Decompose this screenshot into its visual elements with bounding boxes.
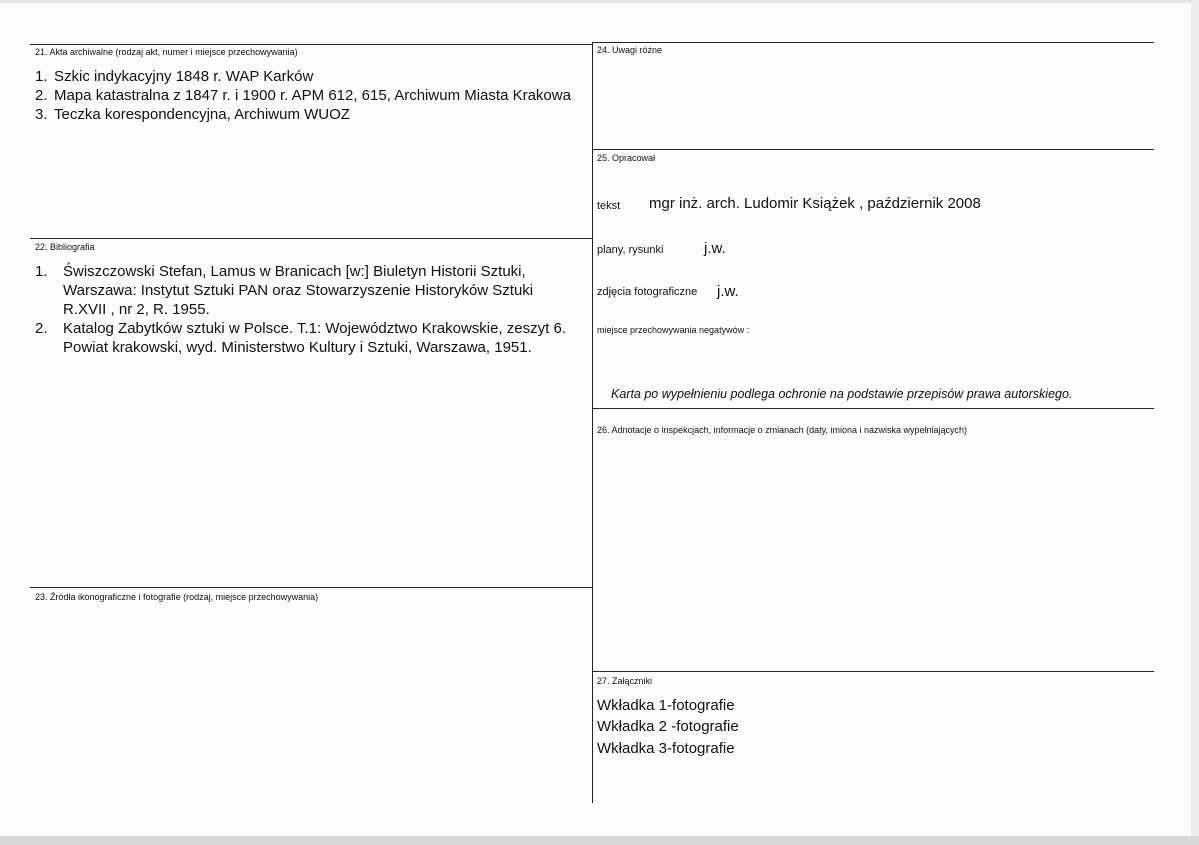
section-27-label: 27. Załączniki — [597, 676, 653, 686]
text-author-value: mgr inż. arch. Ludomir Książek , październik 2008 — [649, 195, 981, 212]
item-number: 2. — [35, 320, 48, 337]
item-number: 2. — [35, 87, 48, 104]
rule-25 — [593, 149, 1154, 150]
scan-edge-top — [0, 0, 1199, 3]
item-text: Mapa katastralna z 1847 r. i 1900 r. APM 612, 615, Archiwum Miasta Krakowa — [54, 87, 571, 104]
section-21-label: 21. Akta archiwalne (rodzaj akt, numer i miejsce przechowywania) — [35, 47, 298, 57]
item-number: 1. — [35, 68, 48, 85]
column-divider — [592, 42, 593, 803]
list-item — [35, 67, 585, 86]
list-item — [35, 86, 585, 105]
list-item — [35, 105, 585, 124]
item-text: Szkic indykacyjny 1848 r. WAP Karków — [54, 68, 314, 85]
section-25-label: 25. Opracował — [597, 153, 656, 163]
bibliography-list — [35, 262, 575, 357]
scan-edge-right — [1191, 0, 1199, 845]
section-24-label: 24. Uwagi różne — [597, 45, 663, 55]
scan-edge-bottom — [0, 836, 1199, 845]
copyright-note: Karta po wypełnieniu podlega ochronie na podstawie przepisów prawa autorskiego. — [611, 387, 1073, 401]
top-rule-right — [593, 42, 1154, 43]
item-text: Teczka korespondencyjna, Archiwum WUOZ — [54, 106, 350, 123]
rule-22 — [30, 238, 592, 239]
section-22-label: 22. Bibliografia — [35, 242, 95, 252]
item-text: Świszczowski Stefan, Lamus w Branicach [w:] Biuletyn Historii Sztuki, Warszawa: Instytut Sztuki PAN oraz Stowarzyszenie Historyków Sztuki R.XVII , nr 2, R. 1955. — [63, 263, 534, 318]
rule-23 — [30, 587, 592, 588]
plans-value: j.w. — [704, 240, 726, 257]
section-26-label: 26. Adnotacje o inspekcjach, informacje o zmianach (daty, imiona i nazwiska wypełniających) — [597, 425, 968, 435]
item-text: Katalog Zabytków sztuki w Polsce. T.1: Województwo Krakowskie, zeszyt 6. Powiat krakowski, wyd. Ministerstwo Kultury i Sztuki, Warszawa, 1951. — [63, 320, 566, 356]
item-number: 1. — [35, 263, 48, 280]
text-author-label: tekst — [597, 200, 621, 212]
rule-26 — [593, 408, 1154, 409]
negatives-storage-label: miejsce przechowywania negatywów : — [597, 325, 750, 335]
list-item — [35, 319, 575, 357]
attachment-item: Wkładka 3-fotografie — [597, 740, 735, 757]
archival-records-list — [35, 67, 585, 124]
photos-label: zdjęcia fotograficzne — [597, 286, 698, 298]
top-rule-left — [30, 44, 592, 45]
list-item — [35, 262, 575, 319]
attachment-item: Wkładka 1-fotografie — [597, 697, 735, 714]
attachment-item: Wkładka 2 -fotografie — [597, 718, 739, 735]
item-number: 3. — [35, 106, 48, 123]
plans-label: plany, rysunki — [597, 244, 664, 256]
section-23-label: 23. Źródła ikonograficzne i fotografie (rodzaj, miejsce przechowywania) — [35, 592, 319, 602]
rule-27 — [593, 671, 1154, 672]
photos-value: j.w. — [717, 283, 739, 300]
